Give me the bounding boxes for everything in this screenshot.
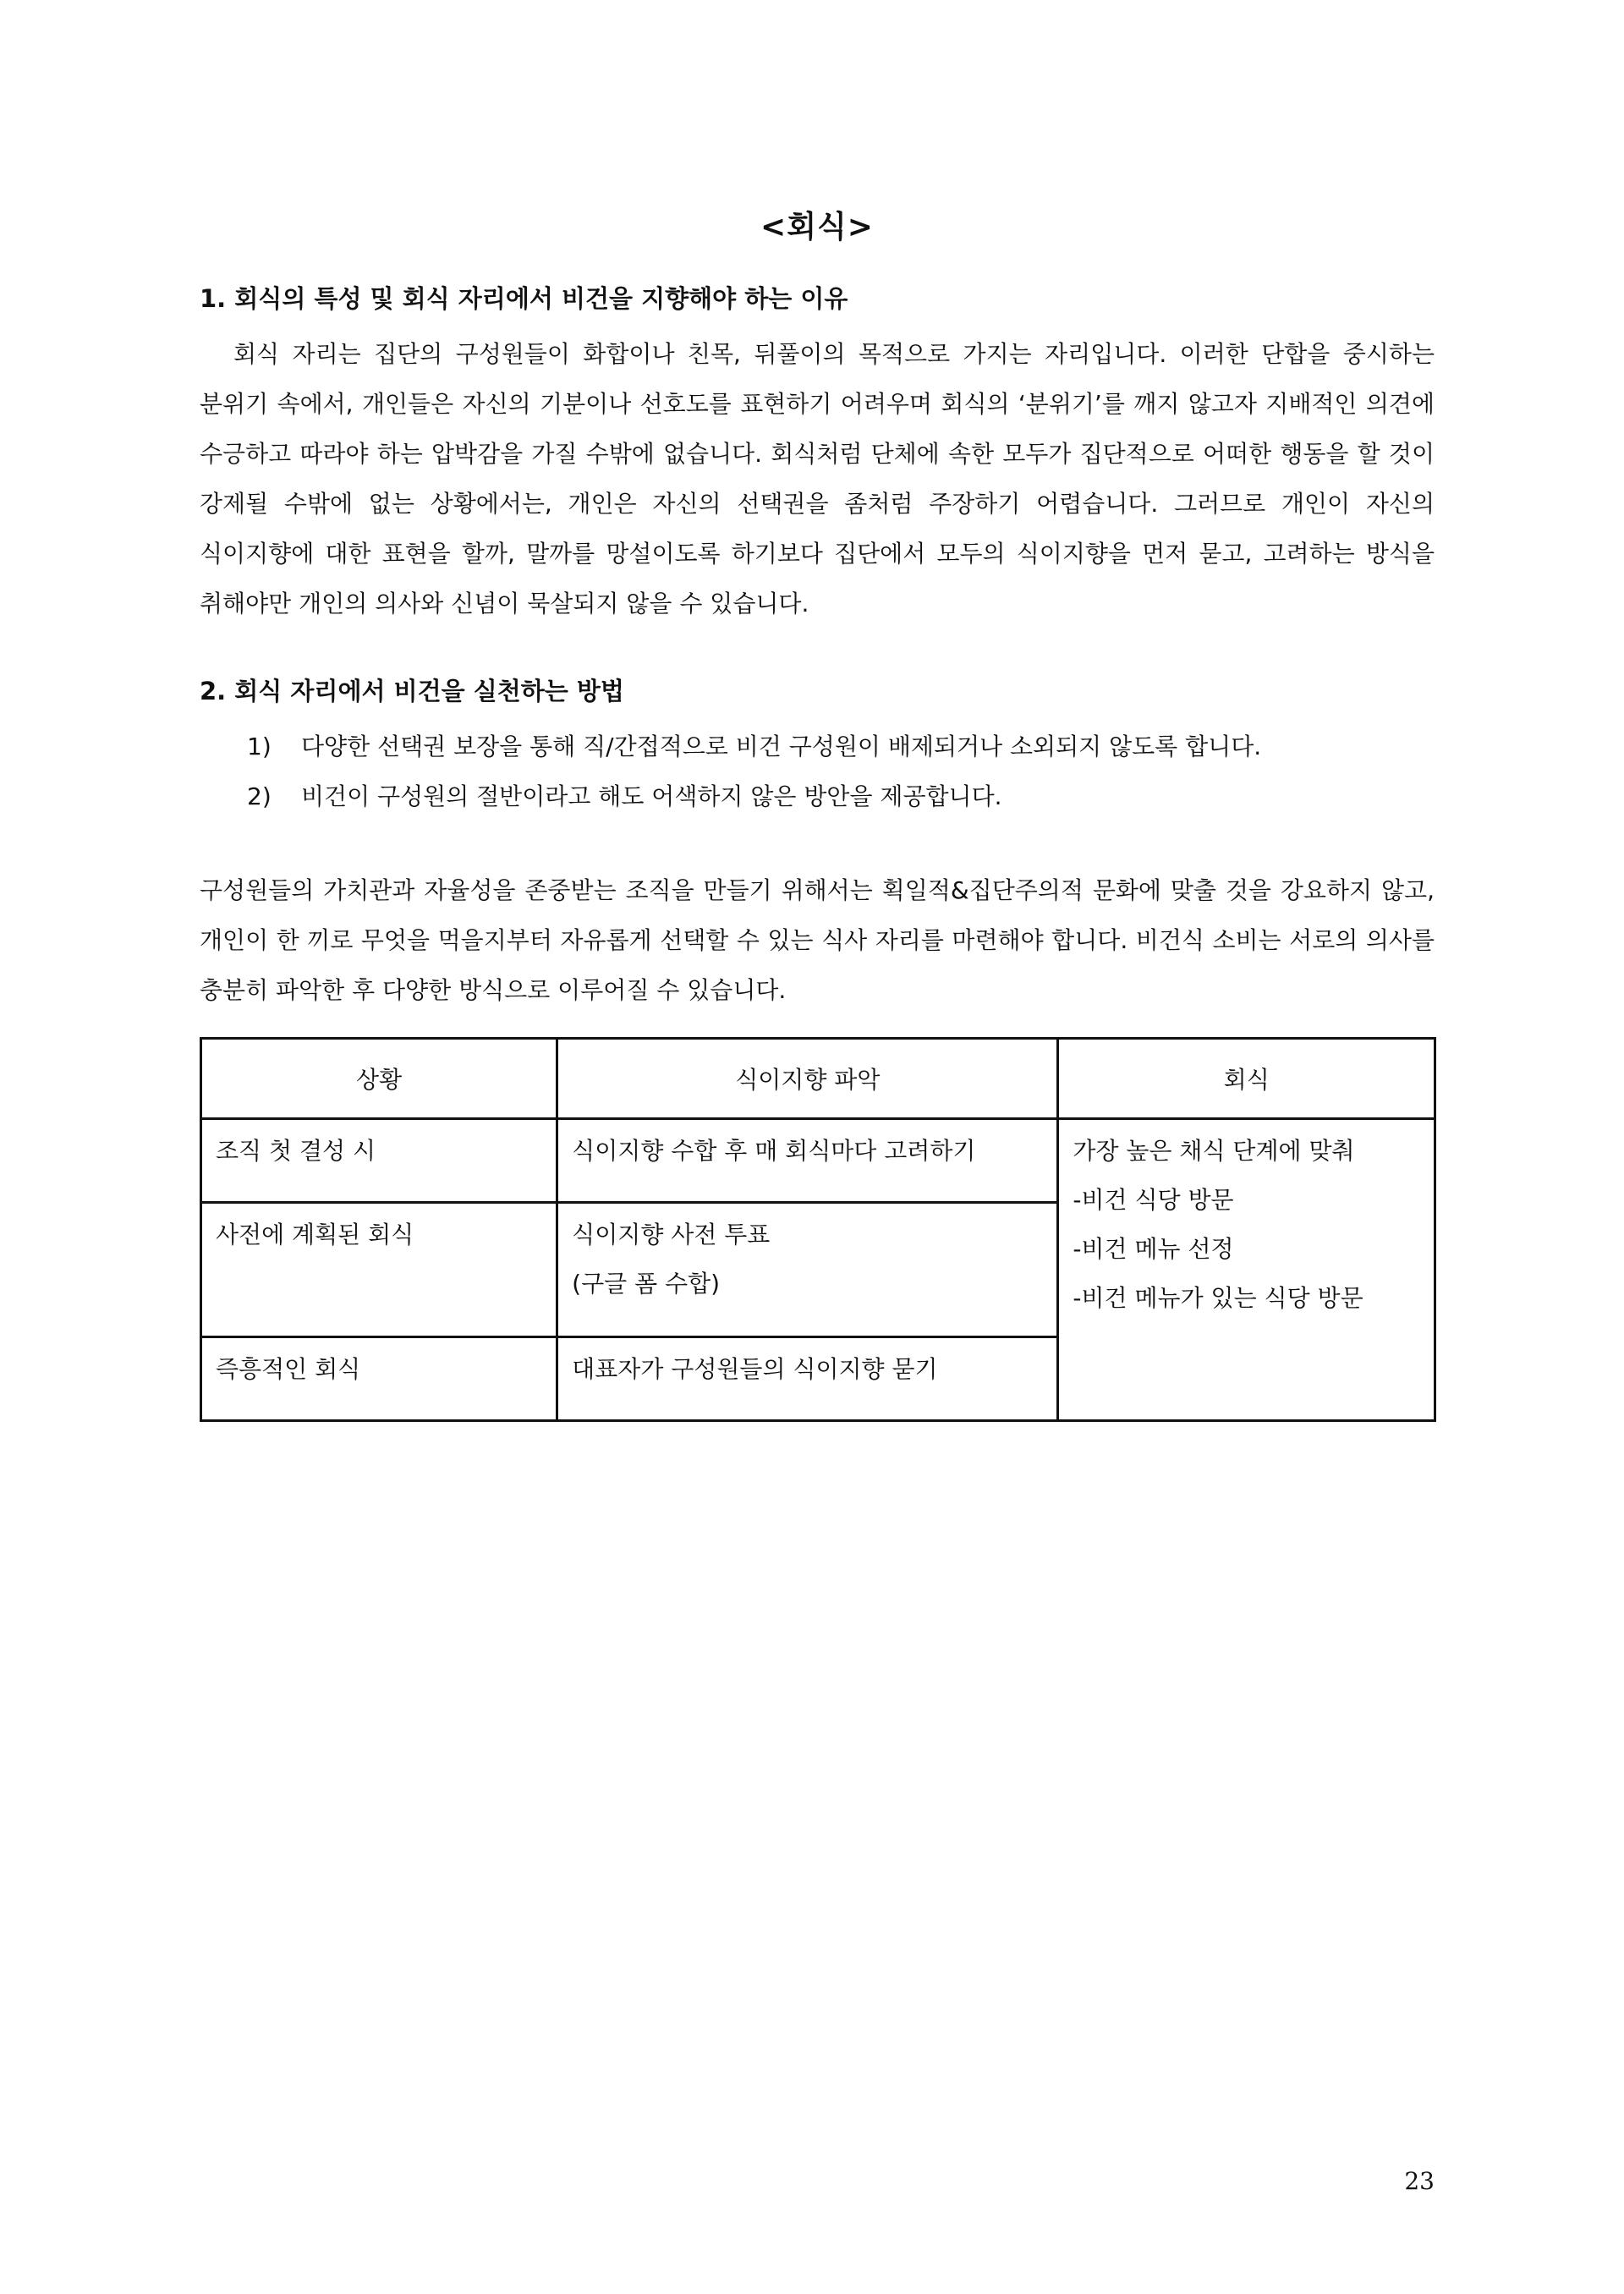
section-2-heading: 2. 회식 자리에서 비건을 실천하는 방법 <box>200 677 624 705</box>
cell-method <box>557 1337 1058 1421</box>
cell-line: 대표자가 구성원들의 식이지향 묻기 <box>572 1355 938 1383</box>
cell-situation: 즉흥적인 회식 <box>201 1337 557 1421</box>
page-number: 23 <box>1404 2167 1435 2195</box>
cell-line: 식이지향 사전 투표 <box>572 1221 771 1249</box>
cell-situation: 사전에 계획된 회식 <box>201 1203 557 1337</box>
cell-method <box>557 1119 1058 1203</box>
dinner-method-table <box>200 1037 1436 1422</box>
list-item <box>200 722 1435 771</box>
section-1-body: 회식 자리는 집단의 구성원들이 화합이나 친목, 뒤풀이의 목적으로 가지는 자리입니다. 이러한 단합을 중시하는 분위기 속에서, 개인들은 자신의 기분이나 선호도를 표현하기 어려우며 회식의 ‘분위기’를 깨지 않고자 지배적인 의견에 수긍하고 따라야 하는 압박감을 가질 수밖에 없습니다. 회식처럼 단체에 속한 모두가 집단적으로 어떠한 행동을 할 것이 강제될 수밖에 없는 상황에서는, 개인은 자신의 선택권을 좀처럼 주장하기 어렵습니다. 그러므로 개인이 자신의 식이지향에 대한 표현을 할까, 말까를 망설이도록 하기보다 집단에서 모두의 식이지향을 먼저 묻고, 고려하는 방식을 취해야만 개인의 의사와 신념이 묵살되지 않을 수 있습니다. <box>200 340 1435 617</box>
method-list <box>200 722 1435 821</box>
list-item-number: 1) <box>247 733 272 760</box>
spacer <box>200 628 1435 672</box>
list-item-text: 비건이 구성원의 절반이라고 해도 어색하지 않은 방안을 제공합니다. <box>301 782 1002 810</box>
cell-situation: 조직 첫 결성 시 <box>201 1119 557 1203</box>
list-item-number: 2) <box>247 782 272 810</box>
table-row <box>201 1119 1435 1203</box>
cell-line: -비건 메뉴가 있는 식당 방문 <box>1073 1284 1363 1312</box>
header-dinner: 회식 <box>1058 1039 1435 1119</box>
cell-line: -비건 식당 방문 <box>1073 1186 1234 1214</box>
summary-paragraph: 구성원들의 가치관과 자율성을 존중받는 조직을 만들기 위해서는 획일적&집단주의적 문화에 맞출 것을 강요하지 않고, 개인이 한 끼로 무엇을 먹을지부터 자유롭게 선택할 수 있는 식사 자리를 마련해야 합니다. 비건식 소비는 서로의 의사를 충분히 파악한 후 다양한 방식으로 이루어질 수 있습니다. <box>200 876 1435 1004</box>
cell-line: 식이지향 수합 후 매 회식마다 고려하기 <box>572 1137 976 1165</box>
page-content <box>200 207 1435 1422</box>
list-item-text: 다양한 선택권 보장을 통해 직/간접적으로 비건 구성원이 배제되거나 소외되지 않도록 합니다. <box>301 733 1262 760</box>
header-situation: 상황 <box>201 1039 557 1119</box>
cell-line: (구글 폼 수합) <box>572 1270 721 1298</box>
cell-method <box>557 1203 1058 1337</box>
table-header-row <box>201 1039 1435 1119</box>
page-title: <회식> <box>760 210 874 244</box>
spacer <box>200 821 1435 865</box>
cell-line: -비건 메뉴 선정 <box>1073 1235 1234 1263</box>
cell-line: 가장 높은 채식 단계에 맞춰 <box>1073 1137 1355 1165</box>
header-diet-check: 식이지향 파악 <box>557 1039 1058 1119</box>
section-1-heading: 1. 회식의 특성 및 회식 자리에서 비건을 지향해야 하는 이유 <box>200 284 848 313</box>
cell-dinner <box>1058 1119 1435 1421</box>
list-item <box>200 771 1435 821</box>
